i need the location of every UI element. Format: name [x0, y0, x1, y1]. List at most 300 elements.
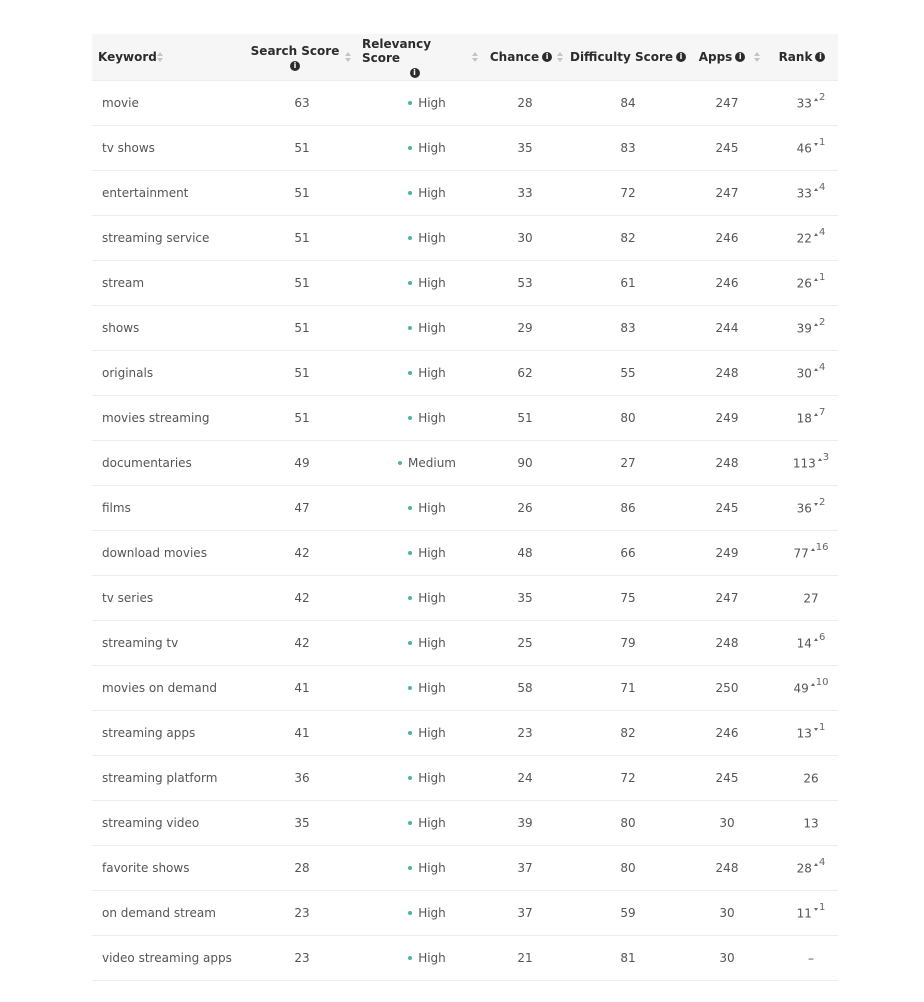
search-score-cell: [252, 81, 352, 125]
apps-value: 247: [715, 96, 739, 110]
relevancy-dot-icon: [408, 866, 412, 870]
chance-value: 30: [517, 231, 533, 245]
difficulty-cell: [572, 576, 684, 620]
table-row[interactable]: [92, 621, 838, 666]
column-label-apps: Apps: [698, 50, 733, 64]
difficulty-cell: [572, 486, 684, 530]
rank-value: 14: [796, 636, 812, 651]
rank-up-arrow-icon: [814, 278, 818, 281]
difficulty-cell: [572, 396, 684, 440]
apps-value: 245: [715, 501, 739, 515]
keyword-cell: [102, 531, 252, 575]
relevancy-value: High: [418, 726, 446, 740]
apps-cell: [682, 306, 772, 350]
table-row[interactable]: [92, 801, 838, 846]
relevancy-cell: [372, 171, 482, 215]
info-icon[interactable]: i: [815, 52, 825, 62]
table-row[interactable]: [92, 81, 838, 126]
column-label-relevancy-score: Relevancy Score: [362, 36, 432, 65]
relevancy-dot-icon: [408, 101, 412, 105]
apps-value: 250: [715, 681, 739, 695]
search-score-cell: [252, 711, 352, 755]
search-score-value: 49: [294, 456, 310, 470]
keyword-value: documentaries: [102, 456, 192, 470]
chance-value: 39: [517, 816, 533, 830]
keyword-value: tv shows: [102, 141, 155, 155]
apps-cell: [682, 396, 772, 440]
rank-cell: [782, 261, 840, 305]
rank-up-arrow-icon: [811, 548, 815, 551]
difficulty-cell: [572, 801, 684, 845]
difficulty-cell: [572, 621, 684, 665]
chance-value: 28: [517, 96, 533, 110]
chance-cell: [480, 711, 570, 755]
keyword-cell: [102, 936, 252, 980]
info-icon[interactable]: i: [410, 68, 420, 78]
chance-cell: [480, 306, 570, 350]
keyword-cell: [102, 126, 252, 170]
rank-change: 3: [822, 452, 830, 463]
apps-value: 245: [715, 771, 739, 785]
rank-value: 26: [796, 276, 812, 291]
table-row[interactable]: [92, 531, 838, 576]
search-score-value: 51: [294, 321, 310, 335]
relevancy-cell: [372, 846, 482, 890]
chance-cell: [480, 441, 570, 485]
relevancy-value: High: [418, 186, 446, 200]
rank-change: 2: [818, 92, 826, 103]
keyword-cell: [102, 621, 252, 665]
relevancy-value: Medium: [408, 456, 456, 470]
apps-value: 247: [715, 186, 739, 200]
search-score-cell: [252, 441, 352, 485]
keyword-cell: [102, 756, 252, 800]
keywords-table: [92, 34, 838, 981]
relevancy-value: High: [418, 321, 446, 335]
difficulty-value: 86: [620, 501, 636, 515]
relevancy-cell: [372, 621, 482, 665]
column-label-search-score: Search Score: [250, 43, 340, 58]
apps-value: 30: [719, 816, 735, 830]
search-score-cell: [252, 846, 352, 890]
apps-cell: [682, 756, 772, 800]
column-label-rank: Rank: [778, 50, 813, 64]
apps-cell: [682, 486, 772, 530]
relevancy-dot-icon: [408, 641, 412, 645]
rank-cell: [782, 801, 840, 845]
chance-value: 29: [517, 321, 533, 335]
apps-cell: [682, 216, 772, 260]
table-row[interactable]: [92, 936, 838, 981]
relevancy-value: High: [418, 681, 446, 695]
search-score-value: 41: [294, 726, 310, 740]
apps-cell: [682, 621, 772, 665]
rank-change: 4: [818, 857, 826, 868]
relevancy-value: High: [418, 276, 446, 290]
difficulty-cell: [572, 306, 684, 350]
relevancy-cell: [372, 216, 482, 260]
chance-value: 37: [517, 906, 533, 920]
keyword-value: streaming video: [102, 816, 200, 830]
rank-up-arrow-icon: [814, 233, 818, 236]
difficulty-value: 83: [620, 321, 636, 335]
rank-cell: [782, 756, 840, 800]
apps-value: 30: [719, 951, 735, 965]
rank-value: –: [808, 951, 814, 966]
apps-value: 248: [715, 366, 739, 380]
keyword-value: streaming tv: [102, 636, 179, 650]
search-score-value: 47: [294, 501, 310, 515]
apps-value: 247: [715, 591, 739, 605]
apps-cell: [682, 846, 772, 890]
apps-cell: [682, 666, 772, 710]
table-row[interactable]: [92, 261, 838, 306]
table-row[interactable]: [92, 846, 838, 891]
chance-value: 51: [517, 411, 533, 425]
relevancy-value: High: [418, 366, 446, 380]
difficulty-value: 80: [620, 861, 636, 875]
search-score-cell: [252, 666, 352, 710]
search-score-value: 51: [294, 411, 310, 425]
relevancy-value: High: [418, 906, 446, 920]
rank-value: 39: [796, 321, 812, 336]
rank-value: 26: [803, 771, 819, 786]
chance-cell: [480, 531, 570, 575]
keyword-value: originals: [102, 366, 154, 380]
search-score-value: 23: [294, 951, 310, 965]
search-score-value: 63: [294, 96, 310, 110]
search-score-cell: [252, 486, 352, 530]
keyword-value: favorite shows: [102, 861, 190, 875]
difficulty-cell: [572, 891, 684, 935]
rank-change: 4: [818, 182, 826, 193]
apps-value: 246: [715, 276, 739, 290]
search-score-value: 51: [294, 366, 310, 380]
keyword-cell: [102, 846, 252, 890]
chance-cell: [480, 891, 570, 935]
relevancy-dot-icon: [408, 776, 412, 780]
search-score-cell: [252, 891, 352, 935]
chance-value: 62: [517, 366, 533, 380]
rank-value: 46: [796, 141, 812, 156]
keyword-cell: [102, 306, 252, 350]
difficulty-cell: [572, 126, 684, 170]
relevancy-dot-icon: [408, 731, 412, 735]
rank-change: 7: [818, 407, 826, 418]
relevancy-value: High: [418, 141, 446, 155]
rank-change: 1: [818, 722, 826, 733]
rank-value: 30: [796, 366, 812, 381]
relevancy-value: High: [418, 501, 446, 515]
apps-cell: [682, 126, 772, 170]
chance-value: 35: [517, 591, 533, 605]
chance-value: 35: [517, 141, 533, 155]
search-score-value: 35: [294, 816, 310, 830]
chance-value: 58: [517, 681, 533, 695]
chance-cell: [480, 126, 570, 170]
apps-value: 248: [715, 456, 739, 470]
relevancy-cell: [372, 756, 482, 800]
rank-change: 16: [815, 542, 829, 553]
rank-cell: [782, 351, 840, 395]
rank-change: 6: [818, 632, 826, 643]
relevancy-value: High: [418, 96, 446, 110]
rank-value: 13: [796, 726, 812, 741]
table-row[interactable]: [92, 576, 838, 621]
rank-cell: [782, 486, 840, 530]
relevancy-cell: [372, 351, 482, 395]
difficulty-cell: [572, 216, 684, 260]
relevancy-dot-icon: [408, 596, 412, 600]
chance-cell: [480, 801, 570, 845]
keyword-cell: [102, 351, 252, 395]
difficulty-cell: [572, 531, 684, 575]
rank-value: 49: [793, 681, 809, 696]
chance-cell: [480, 81, 570, 125]
keyword-value: video streaming apps: [102, 951, 232, 965]
chance-cell: [480, 936, 570, 980]
table-row[interactable]: [92, 441, 838, 486]
apps-value: 245: [715, 141, 739, 155]
search-score-value: 23: [294, 906, 310, 920]
rank-value: 36: [796, 501, 812, 516]
keyword-cell: [102, 81, 252, 125]
keyword-cell: [102, 396, 252, 440]
relevancy-cell: [372, 306, 482, 350]
relevancy-cell: [372, 396, 482, 440]
rank-change: 1: [818, 902, 826, 913]
relevancy-cell: [372, 666, 482, 710]
column-header-search-score[interactable]: [250, 34, 340, 80]
relevancy-value: High: [418, 591, 446, 605]
relevancy-dot-icon: [408, 236, 412, 240]
table-row[interactable]: [92, 351, 838, 396]
search-score-cell: [252, 756, 352, 800]
difficulty-value: 80: [620, 816, 636, 830]
rank-value: 27: [803, 591, 819, 606]
sort-icon[interactable]: [157, 51, 164, 63]
chance-value: 90: [517, 456, 533, 470]
relevancy-value: High: [418, 411, 446, 425]
relevancy-value: High: [418, 861, 446, 875]
difficulty-cell: [572, 81, 684, 125]
rank-cell: [782, 576, 840, 620]
relevancy-dot-icon: [408, 371, 412, 375]
table-row[interactable]: [92, 171, 838, 216]
relevancy-cell: [372, 261, 482, 305]
difficulty-cell: [572, 261, 684, 305]
search-score-value: 51: [294, 141, 310, 155]
chance-cell: [480, 756, 570, 800]
search-score-value: 42: [294, 636, 310, 650]
search-score-value: 51: [294, 231, 310, 245]
search-score-value: 51: [294, 276, 310, 290]
apps-cell: [682, 801, 772, 845]
keyword-value: stream: [102, 276, 145, 290]
rank-up-arrow-icon: [814, 863, 818, 866]
rank-change: 4: [818, 362, 826, 373]
chance-cell: [480, 621, 570, 665]
search-score-value: 42: [294, 591, 310, 605]
table-row[interactable]: [92, 711, 838, 756]
apps-value: 246: [715, 726, 739, 740]
info-icon[interactable]: i: [542, 52, 552, 62]
difficulty-value: 84: [620, 96, 636, 110]
search-score-cell: [252, 801, 352, 845]
chance-cell: [480, 576, 570, 620]
chance-value: 48: [517, 546, 533, 560]
column-header-apps[interactable]: [692, 34, 752, 80]
difficulty-value: 72: [620, 186, 636, 200]
difficulty-value: 27: [620, 456, 636, 470]
search-score-cell: [252, 621, 352, 665]
rank-change: 2: [818, 497, 826, 508]
info-icon[interactable]: i: [676, 52, 686, 62]
apps-cell: [682, 441, 772, 485]
rank-cell: [782, 711, 840, 755]
chance-value: 26: [517, 501, 533, 515]
info-icon[interactable]: i: [735, 52, 745, 62]
table-row[interactable]: [92, 216, 838, 261]
info-icon[interactable]: i: [290, 61, 300, 71]
difficulty-cell: [572, 756, 684, 800]
apps-value: 248: [715, 861, 739, 875]
search-score-cell: [252, 216, 352, 260]
difficulty-cell: [572, 171, 684, 215]
difficulty-value: 80: [620, 411, 636, 425]
search-score-cell: [252, 936, 352, 980]
chance-cell: [480, 666, 570, 710]
relevancy-dot-icon: [398, 461, 402, 465]
apps-cell: [682, 576, 772, 620]
rank-up-arrow-icon: [814, 188, 818, 191]
rank-cell: [782, 936, 840, 980]
apps-value: 248: [715, 636, 739, 650]
rank-up-arrow-icon: [814, 323, 818, 326]
column-label-chance: Chance: [489, 50, 540, 64]
relevancy-dot-icon: [408, 551, 412, 555]
keyword-value: shows: [102, 321, 140, 335]
search-score-cell: [252, 531, 352, 575]
column-header-difficulty-score[interactable]: [570, 34, 686, 80]
rank-down-arrow-icon: [814, 143, 818, 146]
rank-down-arrow-icon: [814, 908, 818, 911]
keyword-value: streaming service: [102, 231, 210, 245]
relevancy-cell: [372, 936, 482, 980]
rank-change: 4: [818, 227, 826, 238]
search-score-cell: [252, 126, 352, 170]
rank-down-arrow-icon: [814, 503, 818, 506]
difficulty-value: 55: [620, 366, 636, 380]
keyword-cell: [102, 441, 252, 485]
sort-icon[interactable]: [345, 51, 352, 63]
relevancy-dot-icon: [408, 326, 412, 330]
table-row[interactable]: [92, 666, 838, 711]
search-score-cell: [252, 171, 352, 215]
relevancy-dot-icon: [408, 416, 412, 420]
rank-up-arrow-icon: [814, 638, 818, 641]
rank-cell: [782, 621, 840, 665]
table-row[interactable]: [92, 756, 838, 801]
table-body: [92, 81, 838, 981]
apps-cell: [682, 351, 772, 395]
difficulty-value: 66: [620, 546, 636, 560]
search-score-value: 42: [294, 546, 310, 560]
table-row[interactable]: [92, 306, 838, 351]
chance-value: 37: [517, 861, 533, 875]
column-header-rank[interactable]: [774, 34, 830, 80]
difficulty-cell: [572, 936, 684, 980]
sort-icon[interactable]: [754, 51, 761, 63]
chance-value: 53: [517, 276, 533, 290]
sort-icon[interactable]: [472, 51, 479, 63]
keyword-cell: [102, 711, 252, 755]
column-header-chance[interactable]: [486, 34, 556, 80]
relevancy-cell: [372, 711, 482, 755]
rank-cell: [782, 441, 840, 485]
rank-up-arrow-icon: [811, 683, 815, 686]
relevancy-dot-icon: [408, 821, 412, 825]
chance-value: 25: [517, 636, 533, 650]
table-row[interactable]: [92, 126, 838, 171]
table-row[interactable]: [92, 486, 838, 531]
difficulty-value: 83: [620, 141, 636, 155]
relevancy-dot-icon: [408, 506, 412, 510]
chance-cell: [480, 261, 570, 305]
chance-value: 23: [517, 726, 533, 740]
rank-cell: [782, 81, 840, 125]
difficulty-value: 61: [620, 276, 636, 290]
sort-icon[interactable]: [557, 51, 564, 63]
apps-value: 246: [715, 231, 739, 245]
difficulty-cell: [572, 351, 684, 395]
keyword-value: movie: [102, 96, 139, 110]
keyword-value: movies streaming: [102, 411, 210, 425]
apps-value: 249: [715, 546, 739, 560]
keyword-value: streaming apps: [102, 726, 196, 740]
rank-cell: [782, 531, 840, 575]
rank-change: 1: [818, 137, 826, 148]
rank-up-arrow-icon: [818, 458, 822, 461]
rank-value: 13: [803, 816, 819, 831]
rank-value: 77: [793, 546, 809, 561]
table-row[interactable]: [92, 396, 838, 441]
column-header-relevancy-score[interactable]: [362, 34, 467, 80]
chance-cell: [480, 486, 570, 530]
table-header: [92, 34, 838, 81]
chance-cell: [480, 351, 570, 395]
apps-cell: [682, 711, 772, 755]
keyword-value: download movies: [102, 546, 207, 560]
rank-cell: [782, 396, 840, 440]
column-label-keyword: Keyword: [98, 50, 157, 64]
keyword-cell: [102, 801, 252, 845]
keyword-cell: [102, 486, 252, 530]
rank-change: 1: [818, 272, 826, 283]
search-score-cell: [252, 306, 352, 350]
keyword-value: entertainment: [102, 186, 189, 200]
search-score-cell: [252, 351, 352, 395]
relevancy-cell: [372, 441, 482, 485]
relevancy-dot-icon: [408, 911, 412, 915]
difficulty-cell: [572, 846, 684, 890]
table-row[interactable]: [92, 891, 838, 936]
relevancy-value: High: [418, 231, 446, 245]
rank-value: 18: [796, 411, 812, 426]
relevancy-cell: [372, 801, 482, 845]
difficulty-value: 71: [620, 681, 636, 695]
rank-up-arrow-icon: [814, 413, 818, 416]
